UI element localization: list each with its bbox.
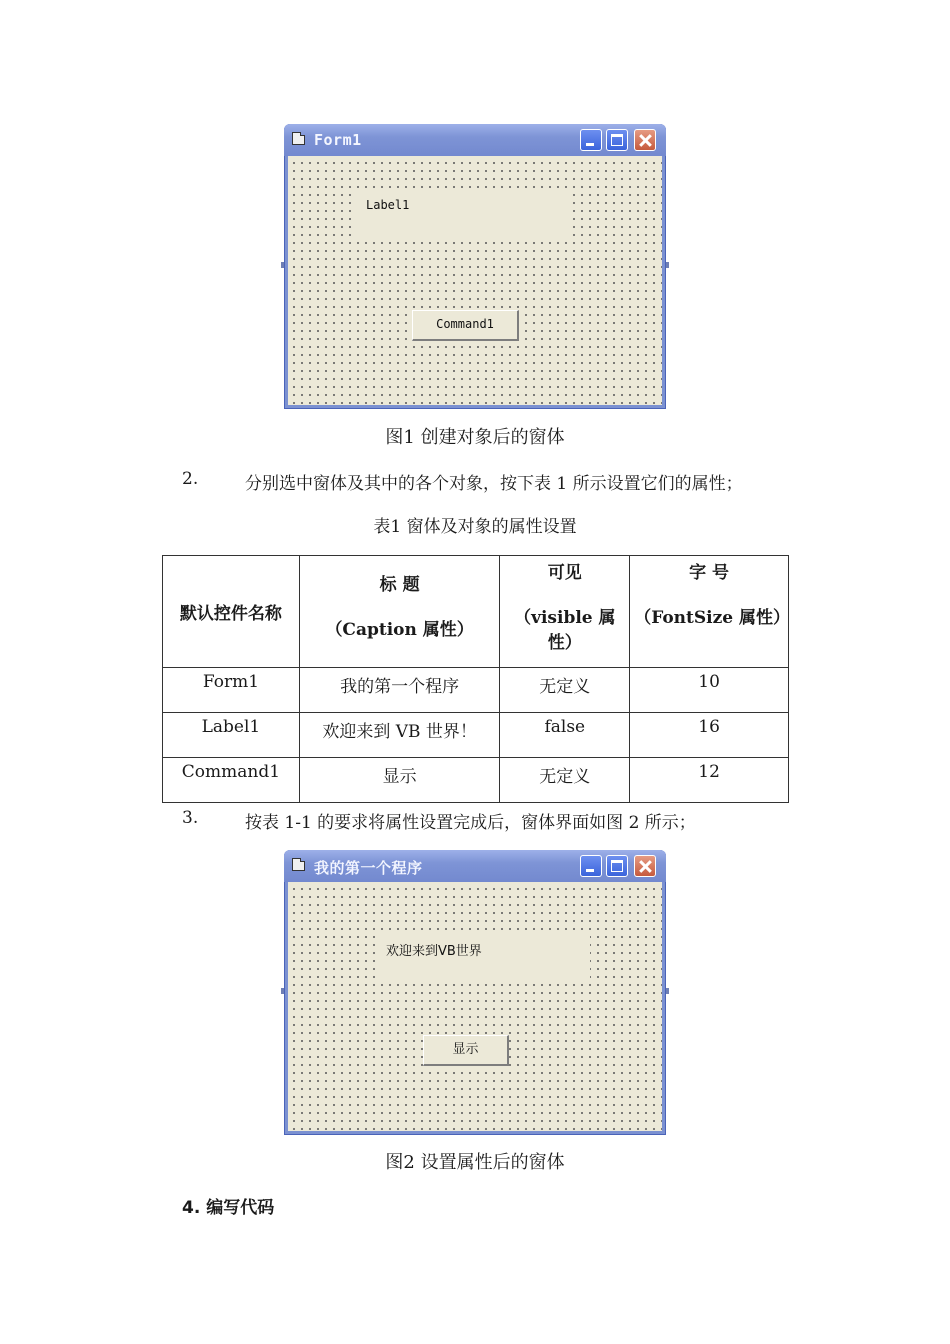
figure2-label[interactable] <box>376 934 590 980</box>
resize-handle[interactable] <box>281 988 284 994</box>
table-cell: Command1 <box>163 758 300 803</box>
table-cell: 无定义 <box>500 668 630 713</box>
table-row <box>163 758 789 803</box>
figure2-window-title: 我的第一个程序 <box>314 859 423 877</box>
figure1-window-title: Form1 <box>314 131 362 149</box>
minimize-icon[interactable] <box>580 129 602 151</box>
table-row <box>163 713 789 758</box>
figure1-caption: 图1 创建对象后的窗体 <box>385 427 565 448</box>
table-row <box>163 668 789 713</box>
header-caption-line2: （Caption 属性） <box>325 620 474 640</box>
step4-heading: 4. 编写代码 <box>182 1198 275 1218</box>
figure1-form-client <box>288 156 662 405</box>
figure2-title-bar[interactable] <box>284 850 666 882</box>
table-cell: 我的第一个程序 <box>299 668 500 713</box>
figure2-caption: 图2 设置属性后的窗体 <box>385 1152 565 1173</box>
header-visible <box>500 556 630 668</box>
header-fontsize <box>630 556 789 668</box>
resize-handle[interactable] <box>281 262 284 268</box>
header-caption <box>299 556 500 668</box>
figure1-command-text: Command1 <box>436 317 494 331</box>
step3-number: 3. <box>182 808 199 828</box>
form-icon <box>292 135 305 145</box>
figure1-command-button[interactable] <box>412 310 519 341</box>
figure1-window <box>284 124 666 409</box>
table-header-row <box>163 556 789 668</box>
header-default-name <box>163 556 300 668</box>
table-cell: 欢迎来到 VB 世界！ <box>299 713 500 758</box>
figure2-command-button[interactable] <box>423 1035 509 1066</box>
table-cell: 显示 <box>299 758 500 803</box>
header-fontsize-line2: （FontSize 属性） <box>634 608 791 628</box>
table-cell: 12 <box>630 758 789 803</box>
header-default-name-text: 默认控件名称 <box>179 604 282 624</box>
figure2-label-text: 欢迎来到VB世界 <box>386 944 482 959</box>
figure1-title-bar[interactable] <box>284 124 666 156</box>
header-fontsize-line1: 字 号 <box>689 563 730 583</box>
figure2-form-client <box>288 882 662 1131</box>
resize-handle[interactable] <box>666 262 669 268</box>
table-cell: 无定义 <box>500 758 630 803</box>
step2-number: 2. <box>182 469 199 489</box>
table-cell: Form1 <box>163 668 300 713</box>
figure2-window <box>284 850 666 1135</box>
table1-title: 表1 窗体及对象的属性设置 <box>373 517 577 537</box>
header-caption-line1: 标 题 <box>379 575 420 595</box>
table-cell: 10 <box>630 668 789 713</box>
close-icon[interactable] <box>634 129 656 151</box>
close-icon[interactable] <box>634 855 656 877</box>
figure1-label[interactable] <box>356 192 572 236</box>
figure2-command-text: 显示 <box>452 1042 479 1057</box>
minimize-icon[interactable] <box>580 855 602 877</box>
maximize-icon[interactable] <box>606 129 628 151</box>
header-visible-line2: （visible 属性） <box>514 608 616 653</box>
form-icon <box>292 861 305 871</box>
header-visible-line1: 可见 <box>547 563 582 583</box>
figure1-label-text: Label1 <box>366 198 410 212</box>
step3-text: 按表 1-1 的要求将属性设置完成后，窗体界面如图 2 所示； <box>245 813 696 833</box>
step2-text: 分别选中窗体及其中的各个对象，按下表 1 所示设置它们的属性； <box>245 474 743 494</box>
table-cell: Label1 <box>163 713 300 758</box>
resize-handle[interactable] <box>666 988 669 994</box>
maximize-icon[interactable] <box>606 855 628 877</box>
properties-table <box>162 555 789 803</box>
table-cell: false <box>500 713 630 758</box>
table-cell: 16 <box>630 713 789 758</box>
